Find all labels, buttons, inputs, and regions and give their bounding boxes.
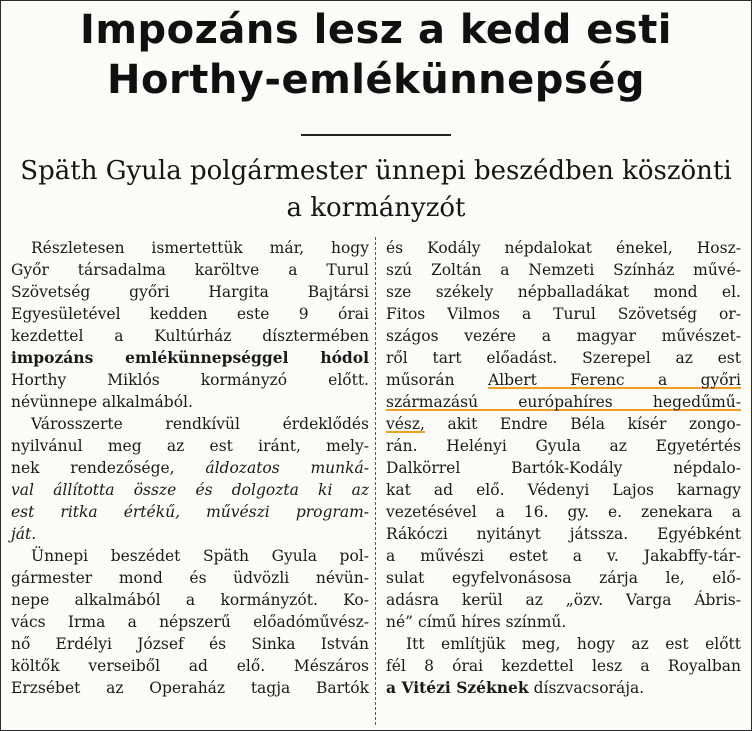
article-line <box>11 369 369 391</box>
article-text: kat ad elő. Védenyi Lajos karnagy <box>386 481 741 499</box>
article-line <box>11 303 369 325</box>
headline-divider-rule <box>301 134 451 136</box>
article-line <box>11 633 369 655</box>
headline <box>1 5 751 105</box>
article-line <box>386 567 741 589</box>
article-line <box>11 501 369 523</box>
article-text: Horthy Miklós kormányzó előtt. <box>11 371 369 389</box>
article-line <box>386 325 741 347</box>
article-line <box>386 677 741 699</box>
article-text: nek rendezősége, <box>11 459 206 477</box>
subheadline-line-2: a kormányzót <box>286 193 466 223</box>
article-text: Szövetség győri Hargita Bajtársi <box>11 283 369 301</box>
article-text: ről tart előadást. Szerepel az est <box>386 349 741 367</box>
article-text: Városszerte rendkívül érdeklődés <box>31 415 369 433</box>
article-line <box>386 655 741 677</box>
article-line <box>11 325 369 347</box>
article-line <box>11 281 369 303</box>
article-line <box>11 655 369 677</box>
article-line <box>386 391 741 413</box>
article-text: vezetésével a 16. gy. e. zenekara a <box>386 503 741 521</box>
article-line <box>11 457 369 479</box>
article-text: akit Endre Béla kísér zongo- <box>424 415 741 433</box>
article-line <box>11 589 369 611</box>
article-line <box>386 281 741 303</box>
article-text: Győr társadalma karöltve a Turul <box>11 261 369 279</box>
article-text: sze székely népballadákat mond el. <box>386 283 741 301</box>
article-line <box>11 611 369 633</box>
article-strong-text: impozáns emlékünnepséggel hódol <box>11 348 369 367</box>
article-text: Itt említjük meg, hogy az est előtt <box>406 635 741 653</box>
article-line <box>386 611 741 633</box>
article-line <box>11 347 369 369</box>
headline-line-1: Impozáns lesz a kedd esti <box>79 7 673 53</box>
article-line <box>11 391 369 413</box>
article-line <box>386 501 741 523</box>
article-line <box>11 413 369 435</box>
article-line <box>386 237 741 259</box>
article-text: Fitos Vilmos a Turul Szövetség or- <box>386 305 741 323</box>
article-line <box>386 457 741 479</box>
article-line <box>11 237 369 259</box>
article-line <box>386 523 741 545</box>
article-text: Dalkörrel Bartók-Kodály népdalo- <box>386 459 741 477</box>
article-text: né” című híres színmű. <box>386 613 567 631</box>
article-text: nyilvánul meg az est iránt, mely- <box>11 437 369 455</box>
article-text: adásra kerül az „özv. Varga Ábris- <box>386 591 741 609</box>
article-line <box>11 435 369 457</box>
article-line <box>386 589 741 611</box>
article-text: Részletesen ismertettük már, hogy <box>31 239 369 257</box>
subheadline-line-1: Späth Gyula polgármester ünnepi beszédben köszönti <box>20 156 732 186</box>
article-text: költők verseiből ad elő. Mészáros <box>11 657 369 675</box>
article-text: kezdettel a Kultúrház dísztermében <box>11 327 369 345</box>
article-line <box>386 303 741 325</box>
underlined-highlight: vész, <box>386 415 425 433</box>
article-line <box>386 435 741 457</box>
article-text: Ünnepi beszédet Späth Gyula pol- <box>31 547 369 565</box>
article-emphasis: est ritka értékű, művészi program- <box>11 503 369 521</box>
article-line <box>386 347 741 369</box>
article-text: nő Erdélyi József és Sinka István <box>11 635 369 653</box>
article-line <box>11 523 369 545</box>
article-text: gármester mond és üdvözli névün- <box>11 569 369 587</box>
article-line <box>386 633 741 655</box>
article-text: vács Irma a népszerű előadóművész- <box>11 613 369 631</box>
article-line <box>386 545 741 567</box>
article-line <box>386 413 741 435</box>
column-divider <box>375 237 376 725</box>
subheadline <box>1 153 751 227</box>
article-text: Rákóczi nyitányt játssza. Egyébként <box>386 525 741 543</box>
headline-line-2: Horthy-emlékünnepség <box>107 57 645 103</box>
article-line <box>11 479 369 501</box>
article-text: névünnepe alkalmából. <box>11 393 193 411</box>
underlined-highlight: Albert Ferenc a győri <box>488 371 742 389</box>
article-text: fél 8 órai kezdettel lesz a Royalban <box>386 657 741 675</box>
article-text: a művészi estet a v. Jakabffy-tár- <box>386 547 741 565</box>
article-column-left <box>11 237 369 699</box>
underlined-highlight: származású európahíres hegedűmű- <box>386 393 741 411</box>
article-line <box>386 479 741 501</box>
article-text: Erzsébet az Operaház tagja Bartók <box>11 679 369 697</box>
article-text: díszvacsorája. <box>528 679 645 697</box>
article-strong-text: a Vitézi Széknek <box>386 678 529 697</box>
article-text: szágos vezére a magyar művészet- <box>386 327 741 345</box>
article-line <box>386 259 741 281</box>
article-line <box>11 567 369 589</box>
article-text: műsorán <box>386 371 488 389</box>
article-text: és Kodály népdalokat énekel, Hosz- <box>386 239 741 257</box>
article-text: rán. Helényi Gyula az Egyetértés <box>386 437 741 455</box>
article-line <box>11 545 369 567</box>
article-emphasis: áldozatos munká- <box>205 459 369 477</box>
article-line <box>386 369 741 391</box>
article-column-right <box>386 237 741 699</box>
article-line <box>11 677 369 699</box>
article-emphasis: ját. <box>11 525 37 543</box>
article-line <box>11 259 369 281</box>
article-text: nepe alkalmából a kormányzót. Ko- <box>11 591 369 609</box>
article-emphasis: val állította össze és dolgozta ki az <box>11 481 369 499</box>
article-text: szú Zoltán a Nemzeti Színház művé- <box>386 261 741 279</box>
article-text: Egyesületével kedden este 9 órai <box>11 305 369 323</box>
article-text: sulat egyfelvonásosa zárja le, elő- <box>386 569 741 587</box>
